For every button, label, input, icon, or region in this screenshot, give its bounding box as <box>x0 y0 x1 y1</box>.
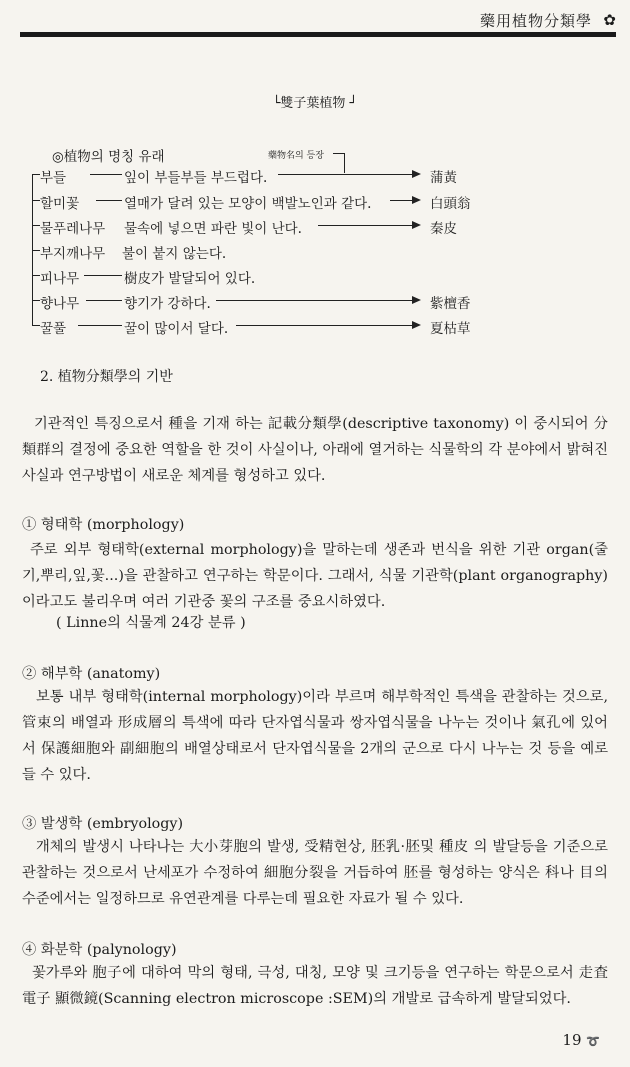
drug-name: 白頭翁 <box>430 196 471 212</box>
drug-name: 紫檀香 <box>430 296 471 312</box>
diagram-title: ◎植物의 명칭 유래 <box>52 149 165 165</box>
row-arrow-line <box>278 174 414 175</box>
drug-name: 夏枯草 <box>430 321 471 337</box>
flower-ornament-icon: ✿ <box>603 11 616 29</box>
section-label: └雙子葉植物 ┘ <box>272 96 358 111</box>
row-connector <box>84 275 122 276</box>
row-tick <box>32 225 40 226</box>
subsection-title-anatomy: ② 해부학 (anatomy) <box>22 666 161 682</box>
plant-name: 꿀풀 <box>40 321 67 337</box>
diagram-side-note: 藥物名의 등장 <box>268 151 324 161</box>
plant-name: 피나무 <box>40 271 80 287</box>
plant-name: 향나무 <box>40 296 80 312</box>
row-tick <box>32 200 40 201</box>
plant-name: 부들 <box>40 170 67 186</box>
page-number: 19 <box>562 1031 582 1049</box>
row-connector <box>90 174 122 175</box>
plant-description: 樹皮가 발달되어 있다. <box>124 271 256 287</box>
subsection-body-palynology: 꽃가루와 胞子에 대하여 막의 형태, 극성, 대칭, 모양 및 크기등을 연구하는 학문으로서 走査電子 顯微鏡(Scanning electron microscope :SEM)의 개발로 급속하게 발달되었다. <box>22 965 608 1007</box>
drug-name: 蒲黃 <box>430 170 457 186</box>
subsection-body-anatomy: 보통 내부 형태학(internal morphology)이라 부르며 해부학적인 특색을 관찰하는 것으로, 管束의 배열과 形成層의 특색에 따라 단자엽식물과 쌍자엽식물을 나누는 것이나 氣孔에 있어서 保護細胞와 副細胞의 배열상태로서 단자엽식물을 2개의 군으로 다시 나누는 것 등을 예로 들 수 있다. <box>22 689 608 783</box>
page-footer <box>562 1031 600 1049</box>
running-header-title: 藥用植物分類學 <box>479 12 592 30</box>
plant-description: 불이 붙지 않는다. <box>122 246 227 262</box>
row-arrow-line <box>318 225 414 226</box>
arrow-icon <box>412 196 421 204</box>
header-rule <box>20 32 616 37</box>
subsection-title-embryology: ③ 발생학 (embryology) <box>22 816 184 832</box>
row-tick <box>32 250 40 251</box>
row-tick <box>32 174 40 175</box>
subsection-note-morphology: ( Linne의 식물계 24강 분류 ) <box>56 615 246 631</box>
plant-description: 향기가 강하다. <box>124 296 211 312</box>
plant-description: 잎이 부들부들 부드럽다. <box>124 170 268 186</box>
row-connector <box>78 325 122 326</box>
row-connector <box>96 200 122 201</box>
section-heading: 2. 植物分類學의 기반 <box>40 369 173 385</box>
arrow-icon <box>412 170 421 178</box>
page-mark-icon: ➰ <box>586 1035 600 1048</box>
subsection-title-morphology: ① 형태학 (morphology) <box>22 517 185 533</box>
row-tick <box>32 275 40 276</box>
subsection-body-morphology: 주로 외부 형태학(external morphology)을 말하는데 생존과 번식을 위한 기관 organ(줄기,뿌리,잎,꽃...)을 관찰하고 연구하는 학문이다. 그래서, 식물 기관학(plant organography)이라고도 불리우며 여러 기관중 꽃의 구조를 중요시하였다. <box>22 542 608 610</box>
intro-paragraph: 기관적인 특징으로서 種을 기재 하는 記載分類學(descriptive taxonomy) 이 중시되어 分類群의 결정에 중요한 역할을 한 것이 사실이나, 아래에 열거하는 식물학의 각 분야에서 밝혀진 사실과 연구방법이 새로운 체계를 형성하고 있다. <box>22 416 608 484</box>
plant-name: 물푸레나무 <box>40 221 106 237</box>
subsection-body-embryology: 개체의 발생시 나타나는 大小芽胞의 발생, 受精현상, 胚乳·胚및 種皮 의 발달등을 기준으로 관찰하는 것으로서 난세포가 수정하여 細胞分裂을 거듭하여 胚를 형성하는 양식은 科나 目의 수준에서는 일정하므로 유연관계를 다루는데 필요한 자료가 될 수 있다. <box>22 839 608 907</box>
row-tick <box>32 300 40 301</box>
row-connector <box>86 300 122 301</box>
plant-description: 꿀이 많이서 달다. <box>124 321 229 337</box>
plant-name: 부지깨나무 <box>40 246 106 262</box>
row-tick <box>32 325 40 326</box>
arrow-icon <box>412 296 421 304</box>
row-arrow-line <box>390 200 414 201</box>
subsection-title-palynology: ④ 화분학 (palynology) <box>22 942 177 958</box>
bracket-down <box>344 153 345 173</box>
plant-name: 할미꽃 <box>40 196 80 212</box>
arrow-icon <box>412 221 421 229</box>
row-arrow-line <box>236 325 414 326</box>
plant-description: 물속에 넣으면 파란 빛이 난다. <box>124 221 302 237</box>
plant-description: 열매가 달려 있는 모양이 백발노인과 같다. <box>124 196 372 212</box>
arrow-icon <box>412 321 421 329</box>
drug-name: 秦皮 <box>430 221 457 237</box>
row-arrow-line <box>216 300 414 301</box>
